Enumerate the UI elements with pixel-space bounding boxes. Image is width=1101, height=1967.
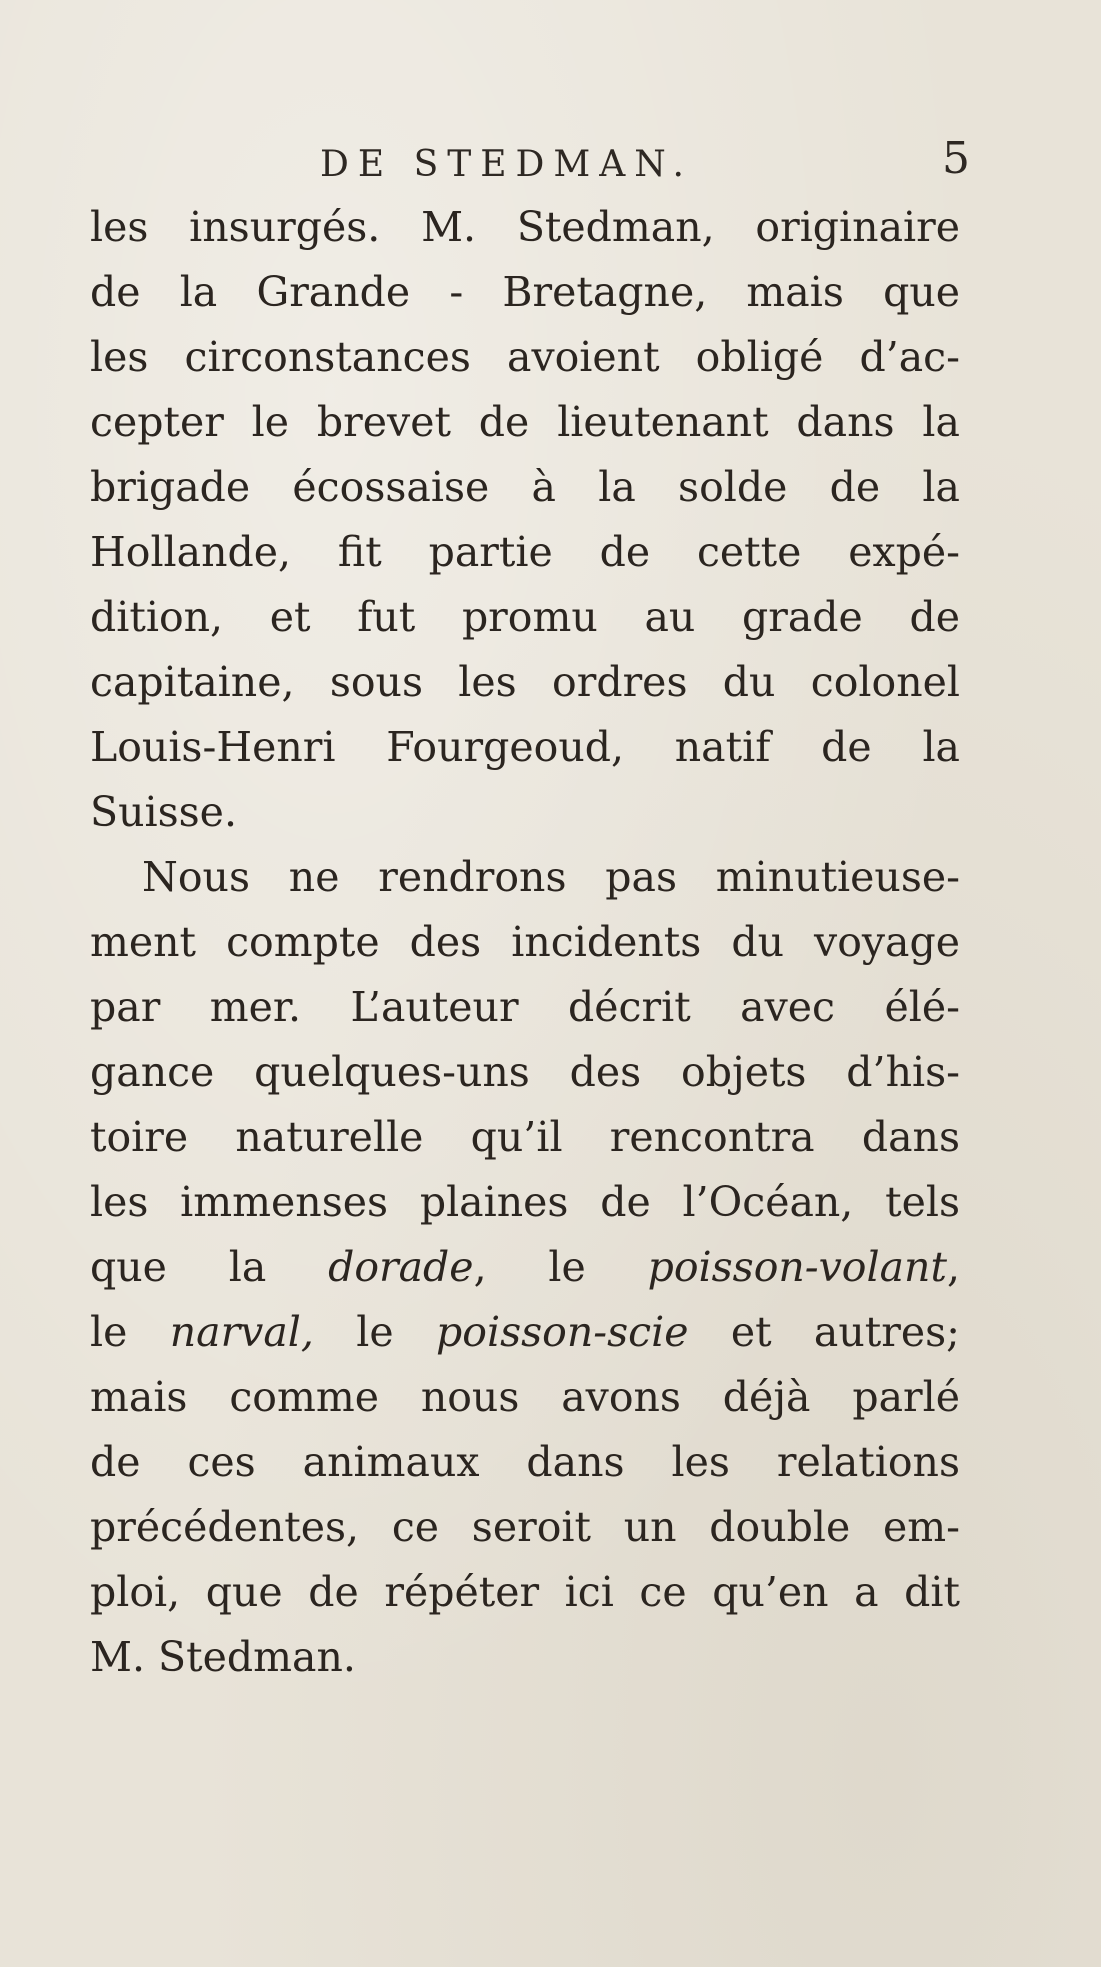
text-line: capitaine, sous les ordres du colonel bbox=[90, 658, 960, 706]
page-number: 5 bbox=[942, 133, 970, 184]
italic-term: poisson-scie bbox=[436, 1308, 689, 1356]
text-line: les immenses plaines de l’Océan, tels bbox=[90, 1178, 960, 1226]
text-line: ment compte des incidents du voyage bbox=[90, 918, 960, 966]
text-line: mais comme nous avons déjà parlé bbox=[90, 1373, 960, 1421]
paragraph-2 bbox=[90, 845, 960, 1690]
text-line: toire naturelle qu’il rencontra dans bbox=[90, 1113, 960, 1161]
text-line: cepter le brevet de lieutenant dans la bbox=[90, 398, 960, 446]
text-line: précédentes, ce seroit un double em- bbox=[90, 1503, 960, 1551]
text-run: , bbox=[946, 1243, 960, 1291]
text-line: les insurgés. M. Stedman, originaire bbox=[90, 203, 960, 251]
text-line: Suisse. bbox=[90, 788, 237, 836]
text-line: Louis-Henri Fourgeoud, natif de la bbox=[90, 723, 960, 771]
text-line: de la Grande - Bretagne, mais que bbox=[90, 268, 960, 316]
paragraph-1 bbox=[90, 195, 960, 845]
text-run: le bbox=[90, 1308, 170, 1356]
text-line: Nous ne rendrons pas minutieuse- bbox=[142, 853, 960, 901]
italic-term: narval, bbox=[169, 1308, 314, 1356]
text-line bbox=[90, 1300, 960, 1365]
running-title: DE STEDMAN. bbox=[320, 144, 693, 185]
body-text bbox=[90, 195, 960, 1690]
text-line: dition, et fut promu au grade de bbox=[90, 593, 960, 641]
text-line: M. Stedman. bbox=[90, 1633, 356, 1681]
text-line: Hollande, fit partie de cette expé- bbox=[90, 528, 960, 576]
text-line: ploi, que de répéter ici ce qu’en a dit bbox=[90, 1568, 960, 1616]
running-head bbox=[90, 133, 970, 190]
text-line: de ces animaux dans les relations bbox=[90, 1438, 960, 1486]
text-line: les circonstances avoient obligé d’ac- bbox=[90, 333, 960, 381]
text-line: par mer. L’auteur décrit avec élé- bbox=[90, 983, 960, 1031]
text-line: brigade écossaise à la solde de la bbox=[90, 463, 960, 511]
text-line bbox=[90, 1235, 960, 1300]
text-run: et autres; bbox=[688, 1308, 960, 1356]
text-run: , le bbox=[473, 1243, 648, 1291]
text-run: le bbox=[313, 1308, 437, 1356]
text-line: gance quelques-uns des objets d’his- bbox=[90, 1048, 960, 1096]
italic-term: poisson-volant bbox=[647, 1243, 947, 1291]
italic-term: dorade bbox=[328, 1243, 474, 1291]
text-run: que la bbox=[90, 1243, 329, 1291]
